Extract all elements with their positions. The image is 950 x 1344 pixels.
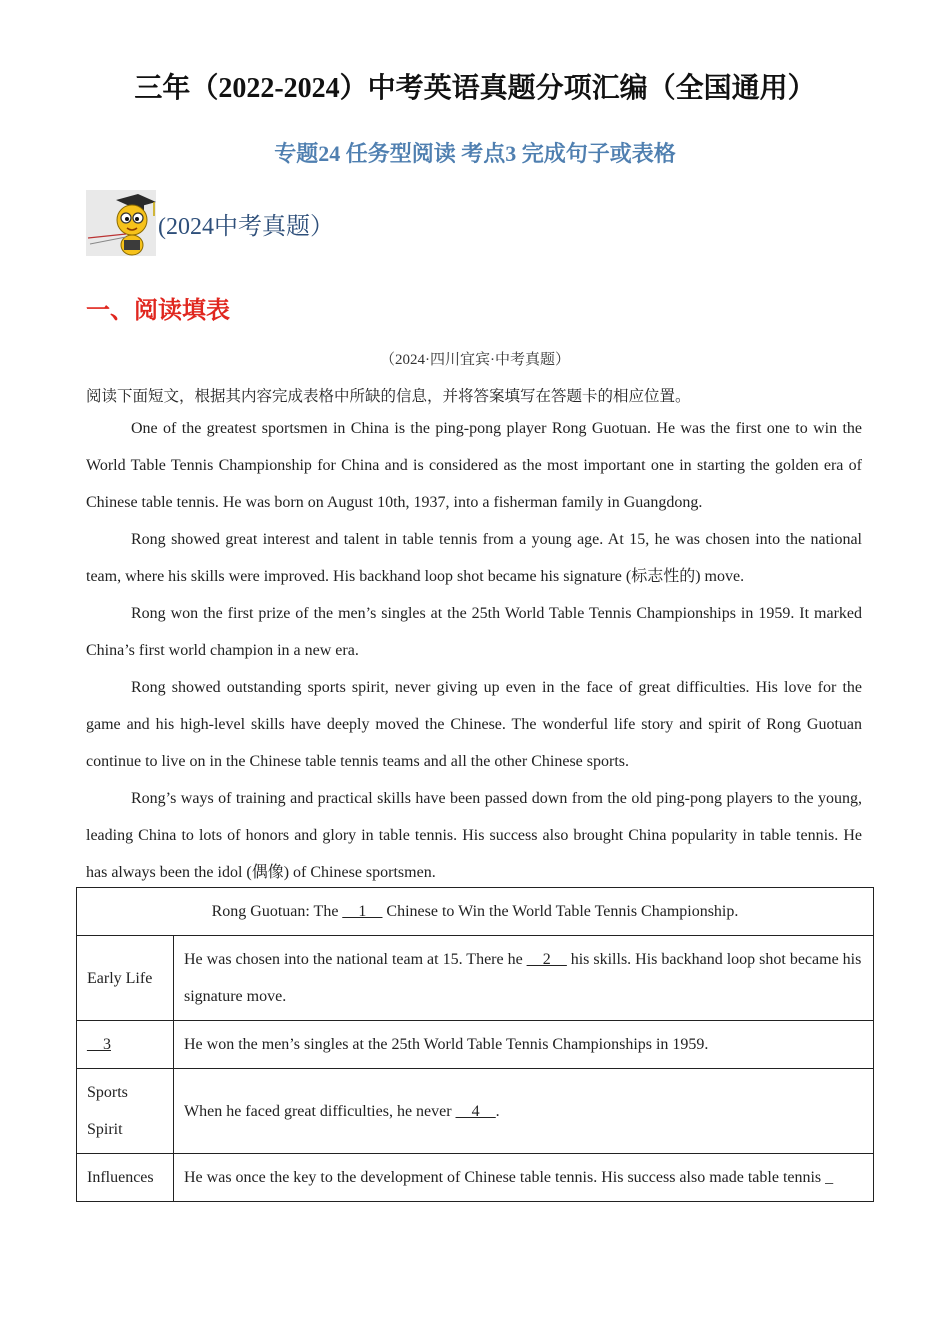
document-title: 三年（2022-2024）中考英语真题分项汇编（全国通用） [134, 73, 816, 104]
blank-3: __3 [87, 1036, 111, 1053]
question-source: （2024·四川宜宾·中考真题） [380, 352, 570, 368]
row-text: his skills. His backhand loop shot became his signature move. [184, 951, 862, 1005]
row-content: He was once the key to the development of Chinese table tennis. His success also made table tennis _ [174, 1154, 874, 1202]
row-label [77, 1021, 174, 1069]
blank-4: __4__ [455, 1102, 496, 1120]
row-content [174, 1069, 874, 1154]
passage-paragraph: Rong showed great interest and talent in table tennis from a young age. At 15, he was chosen into the national team, where his skills were improved. His backhand loop shot became his signature (标志性的) move. [86, 531, 862, 585]
reading-passage [86, 410, 862, 891]
row-content: He won the men’s singles at the 25th World Table Tennis Championships in 1959. [174, 1021, 874, 1069]
table-row [77, 1069, 874, 1154]
table-header-text: Chinese to Win the World Table Tennis Championship. [382, 903, 739, 920]
answer-table [76, 887, 874, 1202]
topic-subtitle: 专题24 任务型阅读 考点3 完成句子或表格 [274, 141, 676, 166]
table-header-cell [77, 888, 874, 936]
passage-paragraph: One of the greatest sportsmen in China is the ping-pong player Rong Guotuan. He was the first one to win the World Table Tennis Championship for China and is considered as the most important one in starting the golden era of Chinese table tennis. He was born on August 10th, 1937, into a fisherman family in Guangdong. [86, 420, 862, 511]
blank-2: __2__ [526, 951, 567, 968]
row-text: When he faced great difficulties, he never [184, 1102, 456, 1120]
year-badge [86, 190, 334, 256]
table-row [77, 1021, 874, 1069]
year-badge-label: (2024中考真题） [158, 213, 334, 240]
row-label: Sports Spirit [77, 1069, 174, 1154]
row-text: He was chosen into the national team at 15. There he [184, 951, 527, 968]
table-row [77, 1154, 874, 1202]
instruction-text: 阅读下面短文，根据其内容完成表格中所缺的信息，并将答案填写在答题卡的相应位置。 [86, 388, 691, 405]
table-header-text: Rong Guotuan: The [211, 903, 343, 920]
row-content [174, 936, 874, 1021]
passage-paragraph: Rong won the first prize of the men’s singles at the 25th World Table Tennis Championships in 1959. It marked China’s first world champion in a new era. [86, 605, 862, 659]
passage-paragraph: Rong’s ways of training and practical skills have been passed down from the old ping-pong players to the young, leading China to lots of honors and glory in table tennis. His success also brought China popularity in table tennis. He has always been the idol (偶像) of Chinese sportsmen. [86, 790, 862, 881]
row-label: Influences [77, 1154, 174, 1202]
blank-1: __1__ [342, 903, 383, 920]
passage-paragraph: Rong showed outstanding sports spirit, never giving up even in the face of great difficulties. His love for the game and his high-level skills have deeply moved the Chinese. The wonderful life story and spirit of Rong Guotuan continue to live on in the Chinese table tennis teams and all the other Chinese sports. [86, 679, 862, 770]
scholar-mascot-icon [86, 190, 156, 256]
table-row [77, 936, 874, 1021]
row-label: Early Life [77, 936, 174, 1021]
row-text: . [495, 1102, 500, 1120]
section-heading: 一、阅读填表 [86, 298, 230, 324]
